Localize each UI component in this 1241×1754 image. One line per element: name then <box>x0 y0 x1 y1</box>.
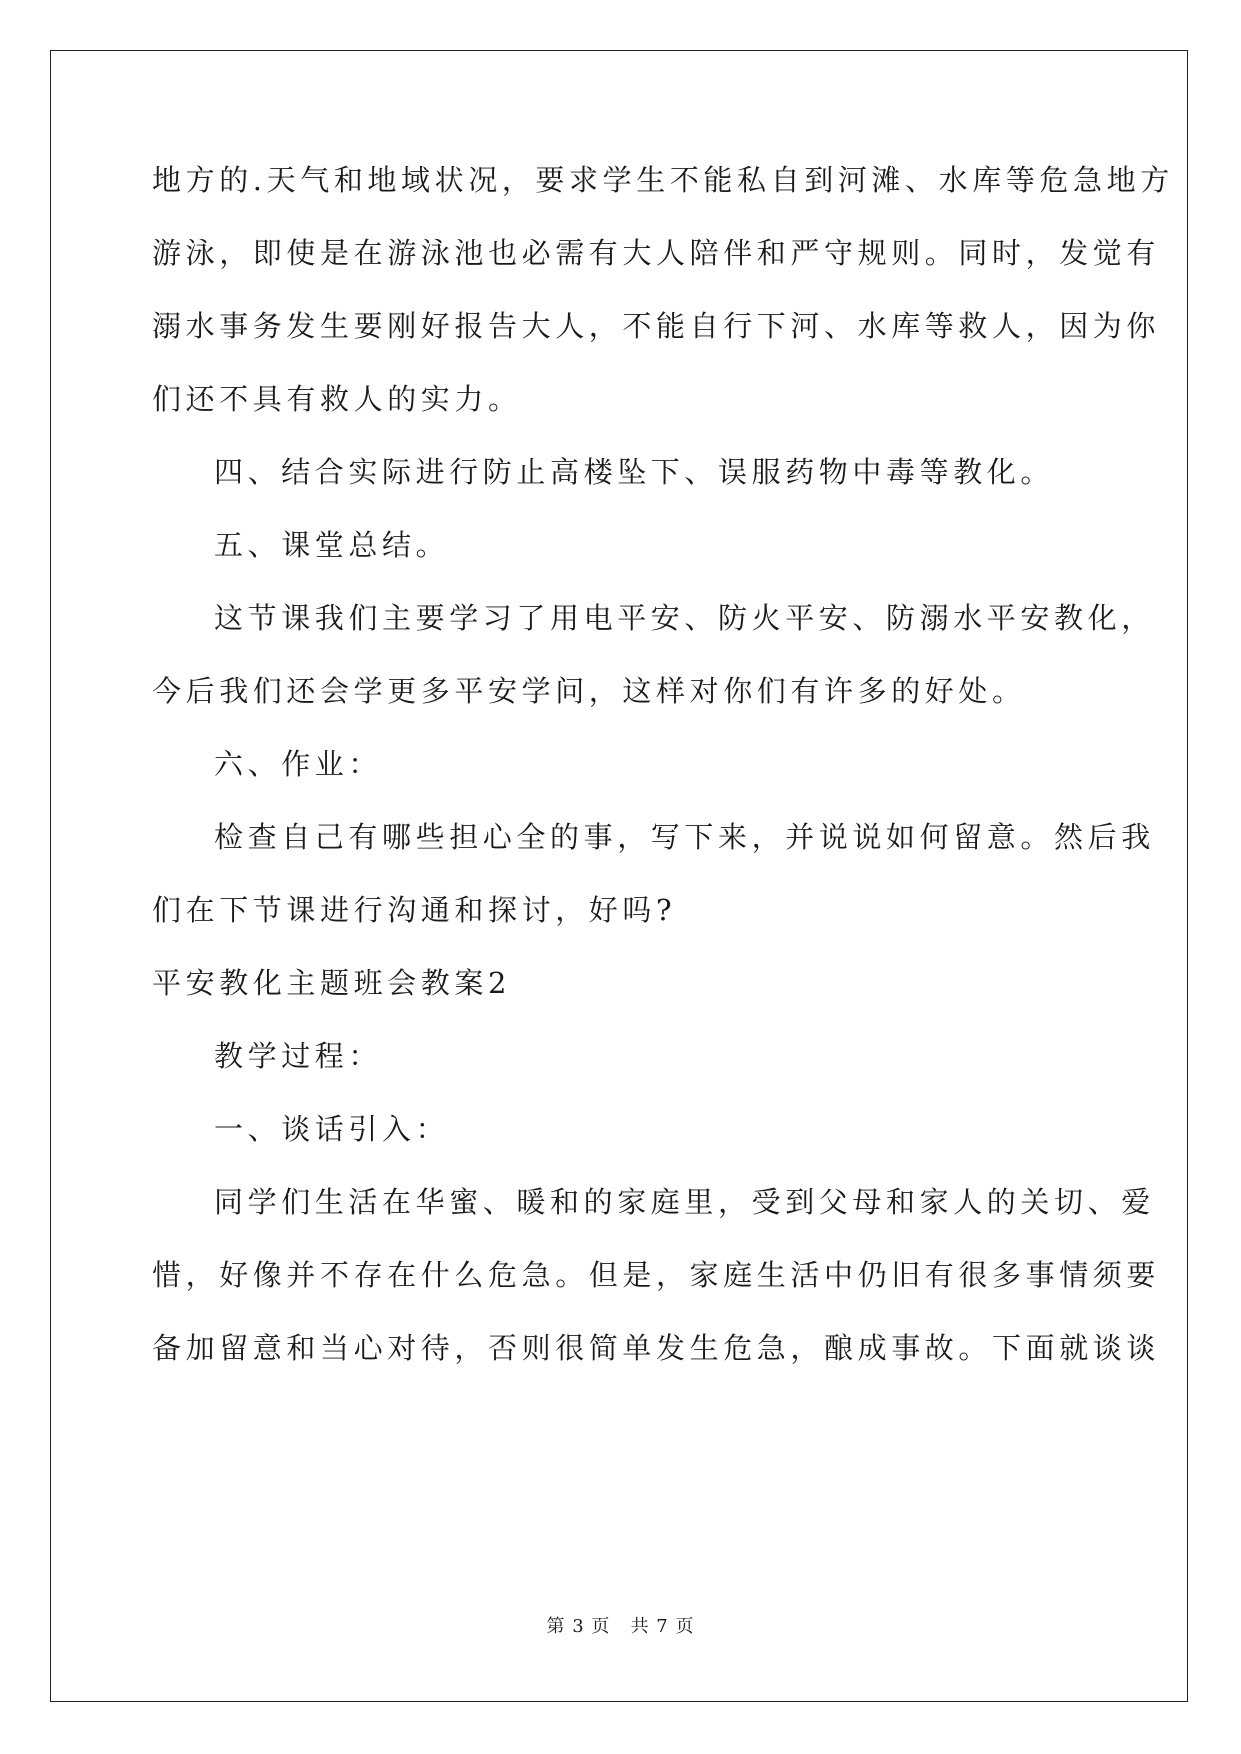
text-line: 惜，好像并不存在什么危急。但是，家庭生活中仍旧有很多事情须要 <box>152 1258 1161 1292</box>
text-line: 同学们生活在华蜜、暖和的家庭里，受到父母和家人的关切、爱 <box>214 1185 1155 1219</box>
text-line: 今后我们还会学更多平安学问，这样对你们有许多的好处。 <box>152 674 1026 708</box>
section-heading: 五、课堂总结。 <box>214 528 450 562</box>
text-line: 们还不具有救人的实力。 <box>152 382 522 416</box>
section-heading: 一、谈话引入： <box>214 1112 450 1146</box>
text-line: 备加留意和当心对待，否则很简单发生危急，酿成事故。下面就谈谈 <box>152 1331 1161 1365</box>
text-line: 溺水事务发生要刚好报告大人，不能自行下河、水库等救人，因为你 <box>152 309 1161 343</box>
text-line: 们在下节课进行沟通和探讨，好吗? <box>152 893 677 927</box>
text-line: 游泳，即使是在游泳池也必需有大人陪伴和严守规则。同时，发觉有 <box>152 236 1161 270</box>
section-heading: 四、结合实际进行防止高楼坠下、误服药物中毒等教化。 <box>214 455 1055 489</box>
text-line: 地方的.天气和地域状况，要求学生不能私自到河滩、水库等危急地方 <box>152 163 1174 197</box>
text-line: 检查自己有哪些担心全的事，写下来，并说说如何留意。然后我 <box>214 820 1155 854</box>
page-number: 第 3 页 共 7 页 <box>546 1616 695 1637</box>
page-border <box>50 50 1188 1702</box>
text-line: 这节课我们主要学习了用电平安、防火平安、防溺水平安教化， <box>214 601 1155 635</box>
section-heading: 六、作业： <box>214 747 383 781</box>
section-heading: 教学过程： <box>214 1039 383 1073</box>
document-title: 平安教化主题班会教案2 <box>152 966 512 1000</box>
